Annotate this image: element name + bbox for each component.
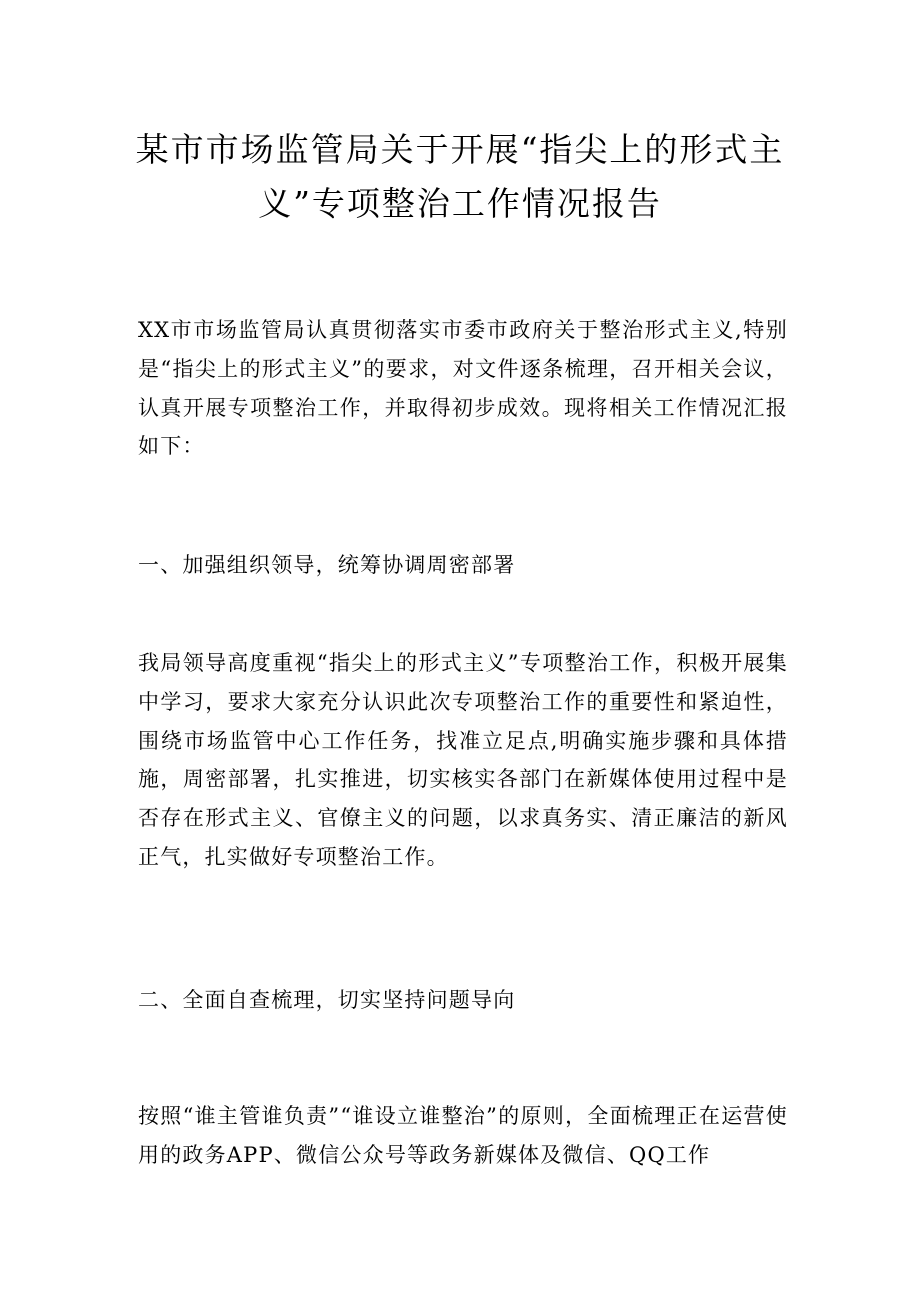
section-1-heading: 一、加强组织领导，统筹协调周密部署 bbox=[138, 553, 516, 577]
intro-paragraph: XX市市场监管局认真贯彻落实市委市政府关于整治形式主义,特别是“指尖上的形式主义”的要求，对文件逐条梳理，召开相关会议，认真开展专项整治工作，并取得初步成效。现将相关工作情况汇报如下： bbox=[138, 318, 788, 459]
document-title: 某市市场监管局关于开展“指尖上的形式主义”专项整治工作情况报告 bbox=[135, 130, 785, 223]
section-1-paragraph: 我局领导高度重视“指尖上的形式主义”专项整治工作，积极开展集中学习，要求大家充分认识此次专项整治工作的重要性和紧迫性，围绕市场监管中心工作任务，找准立足点,明确实施步骤和具体措施，周密部署，扎实推进，切实核实各部门在新媒体使用过程中是否存在形式主义、官僚主义的问题，以求真务实、清正廉洁的新风正气，扎实做好专项整治工作。 bbox=[138, 651, 788, 869]
section-2-paragraph: 按照“谁主管谁负责”“谁设立谁整治”的原则，全面梳理正在运营使用的政务APP、微信公众号等政务新媒体及微信、QQ工作 bbox=[138, 1104, 788, 1167]
section-2-heading: 二、全面自查梳理，切实坚持问题导向 bbox=[138, 988, 516, 1012]
